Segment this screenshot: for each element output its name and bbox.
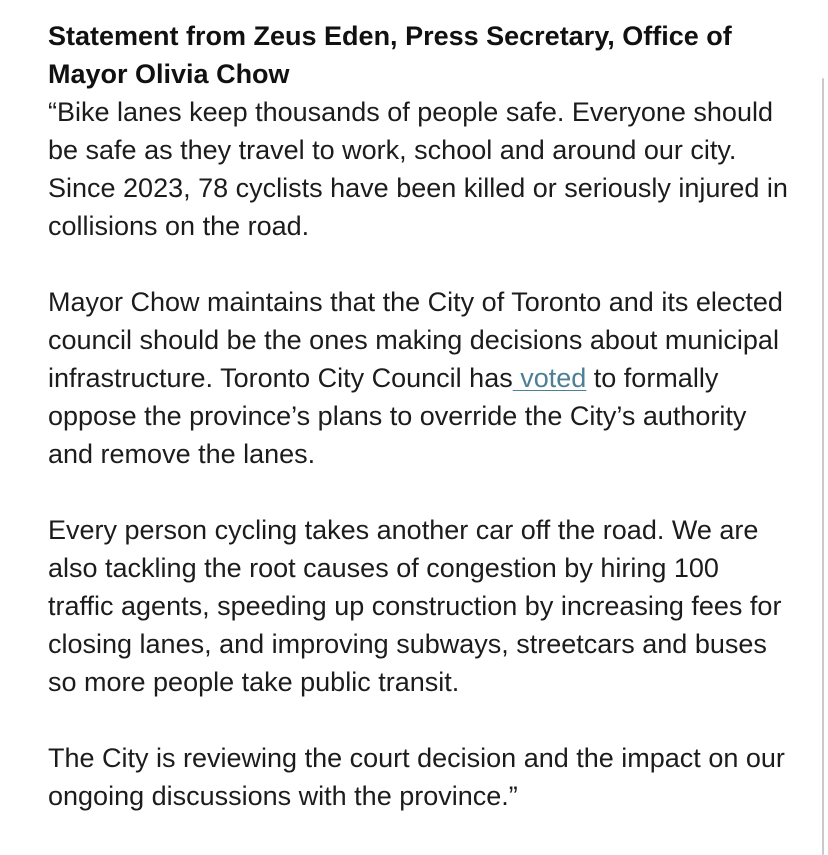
paragraph-council-text-end: to formally oppose the province’s plans to override the City’s authority and remove the lanes. <box>48 363 747 469</box>
voted-link[interactable]: voted <box>512 363 587 393</box>
paragraph-council-text-start: Mayor Chow maintains that the City of Toronto and its elected council should be the ones making decisions about municipal infrastructure. Toronto City Council has <box>48 287 783 393</box>
paragraph-congestion-measures: Every person cycling takes another car off the road. We are also tackling the root causes of congestion by hiring 100 traffic agents, speeding up construction by increasing fees for closing lanes, and improving subways, streetcars and buses so more people take public transit. <box>48 515 782 697</box>
paragraph-bike-lanes-safety: “Bike lanes keep thousands of people safe. Everyone should be safe as they travel to work, school and around our city. Since 2023, 78 cyclists have been killed or seriously injured in collisions on the road. <box>48 97 788 241</box>
statement-title: Statement from Zeus Eden, Press Secretary, Office of Mayor Olivia Chow <box>48 21 732 89</box>
paragraph-court-decision: The City is reviewing the court decision and the impact on our ongoing discussions with the province.” <box>48 743 785 811</box>
statement-document <box>48 17 788 815</box>
paragraph-council-authority <box>48 283 788 473</box>
vertical-scrollbar[interactable] <box>822 78 824 855</box>
